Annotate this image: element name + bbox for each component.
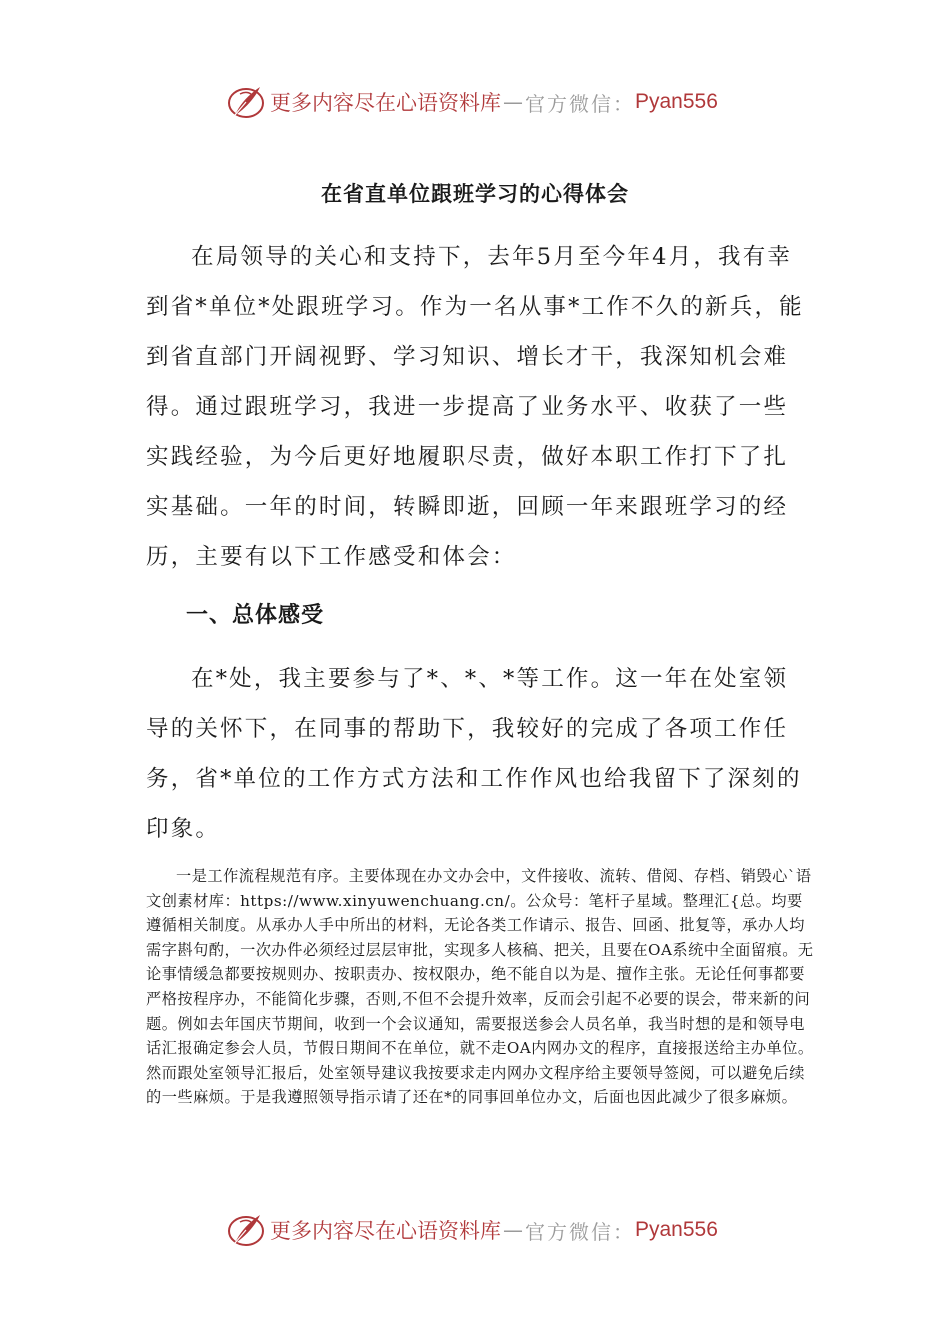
quill-pen-icon — [226, 1210, 266, 1250]
banner-wechat-id: Pyan556 — [635, 1218, 718, 1241]
section-heading-overall: 一、总体感受 — [186, 603, 325, 628]
quill-pen-icon — [226, 82, 266, 122]
banner-dash: — — [503, 1218, 523, 1242]
header-watermark-banner — [226, 80, 718, 124]
paragraph-workflow: 一是工作流程规范有序。主要体现在办文办会中，文件接收、流转、借阅、存档、销毁心`语文创素材库：https://www.xinyuwenchuang.cn/。公众号：笔杆子星域。整理汇{总。均要遵循相关制度。从承办人手中所出的材料，无论各类工作请示、报告、回函、批复等，承办人均需字斟句酌，一次办件必须经过层层审批，实现多人核稿、把关，且要在OA系统中全面留痕。无论事情缓急都要按规则办、按职责办、按权限办，绝不能自以为是、擅作主张。无论任何事都要严格按程序办，不能简化步骤，否则,不但不会提升效率，反而会引起不必要的误会，带来新的问题。例如去年国庆节期间，收到一个会议通知，需要报送参会人员名单，我当时想的是和领导电话汇报确定参会人员，节假日期间不在单位，就不走OA内网办文的程序，直接报送给主办单位。然而跟处室领导汇报后，处室领导建议我按要求走内网办文程序给主要领导签阅，可以避免后续的一些麻烦。于是我遵照领导指示请了还在*的同事回单位办文，后面也因此减少了很多麻烦。 — [146, 867, 814, 1107]
banner-official-label: 官方微信： — [525, 1219, 635, 1244]
paragraph-overall: 在*处，我主要参与了*、*、*等工作。这一年在处室领导的关怀下，在同事的帮助下，我较好的完成了各项工作任务，省*单位的工作方式方法和工作作风也给我留下了深刻的印象。 — [146, 666, 802, 842]
banner-wechat-id: Pyan556 — [635, 90, 718, 113]
banner-official-label: 官方微信： — [525, 91, 635, 116]
banner-dash: — — [503, 90, 523, 114]
banner-brand-text: 更多内容尽在心语资料库 — [270, 91, 501, 115]
banner-brand-text: 更多内容尽在心语资料库 — [270, 1219, 501, 1243]
footer-watermark-banner — [226, 1208, 718, 1252]
document-title: 在省直单位跟班学习的心得体会 — [321, 182, 629, 206]
paragraph-intro: 在局领导的关心和支持下，去年5月至今年4月，我有幸到省*单位*处跟班学习。作为一名从事*工作不久的新兵，能到省直部门开阔视野、学习知识、增长才干，我深知机会难得。通过跟班学习，我进一步提高了业务水平、收获了一些实践经验，为今后更好地履职尽责，做好本职工作打下了扎实基础。一年的时间，转瞬即逝，回顾一年来跟班学习的经历，主要有以下工作感受和体会： — [146, 244, 804, 570]
